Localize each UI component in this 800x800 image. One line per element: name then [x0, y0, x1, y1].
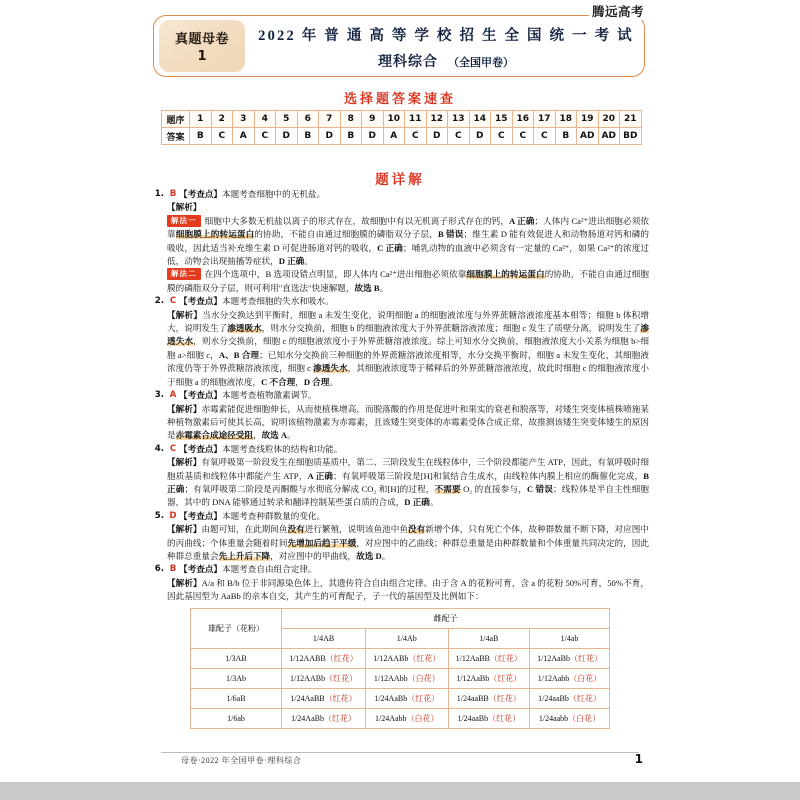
answer-table-qnum: 11	[405, 111, 427, 128]
emphasis-phrase: C 正确	[377, 242, 403, 253]
answer-table-row	[162, 111, 642, 128]
genetics-phenotype: （红花）	[325, 653, 358, 663]
genetics-table-row	[191, 688, 610, 708]
answer-table-answer: C	[448, 128, 470, 145]
answer-table-row-label: 题序	[162, 111, 190, 128]
answer-table-answer: AD	[577, 128, 599, 145]
page-footer	[143, 752, 657, 772]
explanation-heading	[151, 295, 649, 308]
method-badge: 解法一	[167, 215, 201, 227]
highlight-phrase: 细胞膜上的转运蛋白	[466, 269, 545, 280]
answer-table-answer: D	[426, 128, 448, 145]
emphasis-phrase: C 错误	[527, 483, 553, 494]
analysis-label: 【解析】	[167, 577, 202, 588]
question-answer: A	[169, 390, 177, 401]
question-answer: C	[169, 296, 177, 307]
exam-title-sub	[250, 51, 642, 71]
answer-quick-table	[161, 110, 642, 145]
explanation-heading	[151, 188, 649, 201]
genetics-top-header: 雌配子	[282, 608, 610, 628]
emphasis-phrase: D 正确	[278, 256, 305, 267]
genetics-cell: 1/24aaBb（红花）	[448, 708, 529, 728]
answer-table-answer: B	[340, 128, 362, 145]
emphasis-phrase: 故选 B	[354, 282, 380, 293]
genetics-cell: 1/24aabb（白花）	[530, 708, 610, 728]
answer-table-qnum: 8	[340, 111, 362, 128]
answer-table-answer: D	[469, 128, 491, 145]
highlight-phrase: 渗透失水	[313, 363, 348, 374]
analysis-label: 【解析】	[167, 457, 202, 468]
highlight-phrase: 细胞膜上的转运蛋白	[175, 229, 255, 240]
genetics-col-header: 1/4AB	[282, 628, 366, 648]
highlight-phrase: 赤霉素合成途径受阻	[175, 430, 253, 441]
genetics-phenotype: （白花）	[406, 713, 439, 723]
explanation-paragraph: 解法二 在四个选项中，B 选项设错点明显，即人体内 Ca²⁺进出细胞必须依靠细胞膜上的转运蛋白的协助，不能自由通过细胞膜的磷脂双分子层，则可利用"直选法"快速解题，故选 B。	[167, 269, 649, 293]
question-answer: B	[169, 564, 177, 575]
question-point: 【考查点】本题考查自由组合定律。	[179, 564, 317, 575]
genetics-phenotype: （白花）	[569, 673, 602, 683]
emphasis-phrase: A、B 合理	[218, 349, 260, 360]
answer-table-qnum: 16	[512, 111, 534, 128]
explanation-block	[151, 563, 649, 603]
answer-table-answer: D	[276, 128, 298, 145]
exam-paper-variant: （全国甲卷）	[448, 57, 514, 69]
highlight-phrase: 没有	[408, 524, 426, 535]
explanation-block	[151, 188, 649, 295]
explanation-block	[151, 389, 649, 443]
answer-table-answer: BD	[620, 128, 642, 145]
answer-table-qnum: 10	[383, 111, 405, 128]
genetics-row-label: 1/6ab	[191, 708, 282, 728]
emphasis-phrase: B 错误	[437, 229, 464, 240]
answer-table-qnum: 1	[190, 111, 212, 128]
exam-subject: 理科综合	[378, 55, 438, 70]
genetics-row-label: 1/3AB	[191, 648, 282, 668]
genetics-row-label: 1/3Ab	[191, 668, 282, 688]
answer-table-answer: C	[534, 128, 556, 145]
question-point: 【考查点】本题考查细胞中的无机盐。	[179, 189, 326, 199]
page-number: 1	[634, 752, 643, 766]
answers-banner: 选择题答案速查	[343, 92, 456, 107]
explanation-paragraph: 【解析】由题可知，在此期间鱼没有进行繁殖，说明该鱼池中鱼没有新增个体，只有死亡个体，故种群数量不断下降，对应图中的丙曲线；个体重量会随着时间先增加后趋于平缓，对应图中的乙曲线；种群总重量是由种群数量和个体重量共同决定的，因此种群总重量会先上升后下降，对应图中的甲曲线，故选 D。	[167, 524, 649, 561]
answer-table-answer: C	[405, 128, 427, 145]
footer-caption: 母卷·2022 年全国甲卷·理科综合	[181, 756, 302, 765]
genetics-cell: 1/12AaBB（红花）	[448, 648, 529, 668]
emphasis-phrase: D 合理	[303, 376, 330, 387]
analysis-label: 【解析】	[167, 524, 202, 535]
analysis-label: 【解析】	[167, 202, 202, 213]
genetics-row-label: 1/6aB	[191, 688, 282, 708]
genetics-cell: 1/24AaBb（红花）	[366, 688, 449, 708]
answer-table-qnum: 12	[426, 111, 448, 128]
genetics-cell: 1/24aaBB（红花）	[448, 688, 529, 708]
explanation-heading	[151, 389, 649, 402]
genetics-punnett-table	[190, 608, 610, 729]
genetics-cell: 1/12AaBb（红花）	[530, 648, 610, 668]
question-answer: B	[169, 189, 177, 199]
genetics-phenotype: （红花）	[324, 693, 357, 703]
genetics-phenotype: （红花）	[325, 673, 358, 683]
emphasis-phrase: 故选 A	[261, 430, 288, 441]
answer-table-qnum: 13	[448, 111, 470, 128]
explanation-paragraph: 【解析】当水分交换达到平衡时，细胞 a 未发生变化，说明细胞 a 的细胞液浓度与外界蔗糖溶液浓度基本相等；细胞 b 体积增大，说明发生了渗透吸水，则水分交换前，细胞 b 的细胞液浓度大于外界蔗糖溶液浓度；细胞 c 发生了质壁分离，说明发生了渗透失水，则水分交换前，细胞 c 的细胞液浓度小于外界蔗糖溶液浓度。综上可知水分交换前，细胞液浓度大小关系为细胞 b>细胞 a>细胞 c，A、B 合理；已知水分交换前三种细胞的外界蔗糖溶液浓度相等，水分交换平衡时，细胞 a 未发生变化，其细胞液浓度仍等于外界蔗糖溶液浓度，细胞 c 渗透失水，其细胞液浓度等于稀释后的外界蔗糖溶液浓度，故此时细胞 c 的细胞液浓度小于细胞 a 的细胞液浓度，C 不合理，D 合理。	[167, 309, 649, 387]
highlight-phrase: 先上升后下降	[218, 550, 271, 561]
genetics-table-row	[191, 668, 610, 688]
genetics-phenotype: （红花）	[488, 713, 521, 723]
genetics-phenotype: （红花）	[569, 653, 602, 663]
genetics-table-row	[191, 708, 610, 728]
emphasis-phrase: B 正确	[167, 470, 649, 494]
answer-table-qnum: 21	[620, 111, 642, 128]
explanation-heading	[151, 443, 649, 456]
explanation-heading	[151, 510, 649, 523]
genetics-phenotype: （红花）	[489, 673, 522, 683]
answer-table-qnum: 20	[598, 111, 620, 128]
explanation-paragraph: 解法一 细胞中大多数无机盐以离子的形式存在，故细胞中有以无机离子形式存在的钙，A 正确；人体内 Ca²⁺进出细胞必须依靠细胞膜上的转运蛋白的协助，不能自由通过细胞膜的磷脂双分子层，B 错误；维生素 D 能有效促进人和动物肠道对钙和磷的吸收，因此适当补充维生素 D 可促进肠道对钙的吸收，C 正确；哺乳动物的血液中必须含有一定量的 Ca²⁺，如果 Ca²⁺的浓度过低，动物会出现抽搐等症状，D 正确。	[167, 215, 649, 267]
answer-table-qnum: 6	[297, 111, 319, 128]
question-point: 【考查点】本题考查种群数量的变化。	[179, 510, 326, 521]
volume-badge	[159, 20, 245, 72]
genetics-cell: 1/12AABB（红花）	[282, 648, 366, 668]
genetics-cell: 1/12AAbb（白花）	[366, 668, 449, 688]
answer-table-answer: A	[233, 128, 255, 145]
question-answer: C	[169, 443, 177, 454]
emphasis-phrase: D 正确	[404, 497, 430, 508]
genetics-cell: 1/12AaBb（红花）	[448, 668, 529, 688]
genetics-col-header: 1/4aB	[448, 628, 529, 648]
question-number: 5.	[154, 510, 164, 521]
genetics-cell: 1/24AaBb（红花）	[282, 708, 366, 728]
genetics-phenotype: （红花）	[407, 693, 440, 703]
question-number: 2.	[154, 296, 164, 307]
analysis-label: 【解析】	[167, 403, 202, 414]
genetics-phenotype: （红花）	[408, 653, 441, 663]
answer-table-qnum: 15	[491, 111, 513, 128]
genetics-cell: 1/24AaBB（红花）	[282, 688, 366, 708]
explanation-block	[151, 443, 649, 510]
genetics-phenotype: （红花）	[489, 653, 522, 663]
answer-table-row-label: 答案	[162, 128, 190, 145]
details-banner: 题详解	[375, 172, 425, 188]
genetics-table-wrap	[151, 608, 649, 729]
genetics-cell: 1/24Aabb（白花）	[366, 708, 449, 728]
genetics-phenotype: （白花）	[407, 673, 440, 683]
answer-table-answer: D	[319, 128, 341, 145]
question-number: 4.	[154, 443, 164, 454]
question-point: 【考查点】本题考查细胞的失水和吸水。	[179, 296, 334, 307]
answer-table-qnum: 5	[276, 111, 298, 128]
method-badge: 解法二	[167, 268, 201, 280]
highlight-phrase: 没有	[287, 524, 305, 535]
emphasis-phrase: A 正确	[509, 215, 535, 226]
answer-table-answer: C	[211, 128, 233, 145]
answer-quick-table-body	[162, 111, 642, 145]
highlight-phrase: 渗透吸水	[227, 323, 262, 334]
answer-table-qnum: 3	[233, 111, 255, 128]
highlight-phrase: 渗透失水	[167, 323, 649, 347]
answer-table-answer: C	[254, 128, 276, 145]
answer-table-qnum: 18	[555, 111, 577, 128]
question-point: 【考查点】本题考查植物激素调节。	[179, 390, 317, 401]
answer-table-answer: AD	[598, 128, 620, 145]
answer-key-sheet	[143, 0, 657, 770]
genetics-col-header: 1/4ab	[530, 628, 610, 648]
genetics-cell: 1/12Aabb（白花）	[530, 668, 610, 688]
answer-table-answer: D	[362, 128, 384, 145]
answer-table-qnum: 17	[534, 111, 556, 128]
volume-number: 1	[197, 49, 207, 64]
genetics-cell: 1/24aaBb（红花）	[530, 688, 610, 708]
exam-header-box	[153, 15, 645, 77]
genetics-corner-header: 雄配子（花粉）	[191, 608, 282, 648]
highlight-phrase: 先增加后趋于平缓	[287, 537, 357, 548]
explanation-paragraph: 【解析】赤霉素能促进细胞伸长，从而使植株增高，而脱落酸的作用是促进叶和果实的衰老和脱落等，对矮生突变体植株喷施某种植物激素后可使其长高，说明该植物激素为赤霉素，且该矮生突变体的赤霉素受体合成正常，故推测该矮生突变体矮生的原因是赤霉素合成途径受阻，故选 A。	[167, 403, 649, 441]
genetics-header-row-top	[191, 608, 610, 628]
answer-table-qnum: 4	[254, 111, 276, 128]
question-answer: D	[169, 510, 177, 521]
genetics-cell: 1/12AABb（红花）	[366, 648, 449, 668]
explanation-heading	[151, 563, 649, 576]
question-number: 6.	[154, 564, 164, 575]
answer-table-qnum: 19	[577, 111, 599, 128]
brand-logo: 腾远高考	[589, 2, 647, 20]
analysis-label: 【解析】	[167, 309, 203, 320]
explanations-container	[151, 188, 649, 729]
answer-table-answer: B	[555, 128, 577, 145]
genetics-cell: 1/12AABb（红花）	[282, 668, 366, 688]
genetics-phenotype: （红花）	[323, 713, 356, 723]
question-number: 3.	[154, 390, 164, 401]
answer-table-qnum: 7	[319, 111, 341, 128]
answer-table-qnum: 2	[211, 111, 233, 128]
answer-table-answer: C	[512, 128, 534, 145]
explanation-paragraph: 【解析】A/a 和 B/b 位于非同源染色体上，其遗传符合自由组合定律。由于含 A 的花粉可育，含 a 的花粉 50%可育，50%不育，因此基因型为 AaBb 的亲本自交，其产生的可育配子，子一代的基因型及比例如下：	[167, 577, 649, 602]
emphasis-phrase: 故选 D	[356, 550, 382, 561]
question-number: 1.	[154, 189, 164, 199]
explanation-paragraph: 【解析】有氧呼吸第一阶段发生在细胞质基质中，第二、三阶段发生在线粒体中，三个阶段都能产生 ATP，因此，有氧呼吸时细胞质基质和线粒体中都能产生 ATP，A 正确；有氧呼吸第三阶段是[H]和氧结合生成水，由线粒体内膜上相应的酶催化完成，B 正确；有氧呼吸第二阶段是丙酮酸与水彻底分解成 CO₂ 和[H]的过程，不需要 O₂ 的直接参与，C 错误；线粒体是半自主性细胞器，其中的 DNA 能够通过转录和翻译控制某些蛋白质的合成，D 正确。	[167, 457, 649, 508]
question-point: 【考查点】本题考查线粒体的结构和功能。	[179, 443, 343, 454]
exam-title-main: 2022 年 普 通 高 等 学 校 招 生 全 国 统 一 考 试	[258, 28, 634, 44]
volume-label: 真题母卷	[174, 32, 229, 47]
answer-table-row	[162, 128, 642, 145]
emphasis-phrase: A 正确	[307, 470, 334, 481]
exam-title-wrap	[250, 24, 642, 71]
genetics-table-row	[191, 648, 610, 668]
explanation-block	[151, 295, 649, 389]
genetics-col-header: 1/4Ab	[366, 628, 449, 648]
answer-table-answer: B	[297, 128, 319, 145]
footer-divider	[161, 752, 639, 753]
genetics-phenotype: （红花）	[568, 693, 601, 703]
answer-table-qnum: 14	[469, 111, 491, 128]
answer-table-qnum: 9	[362, 111, 384, 128]
answer-table-answer: B	[190, 128, 212, 145]
highlight-phrase: 不需要	[434, 483, 461, 494]
explanation-block	[151, 510, 649, 564]
genetics-phenotype: （红花）	[488, 693, 521, 703]
answer-table-answer: C	[491, 128, 513, 145]
genetics-phenotype: （白花）	[568, 713, 601, 723]
emphasis-phrase: C 不合理	[261, 376, 296, 387]
answer-table-answer: A	[383, 128, 405, 145]
